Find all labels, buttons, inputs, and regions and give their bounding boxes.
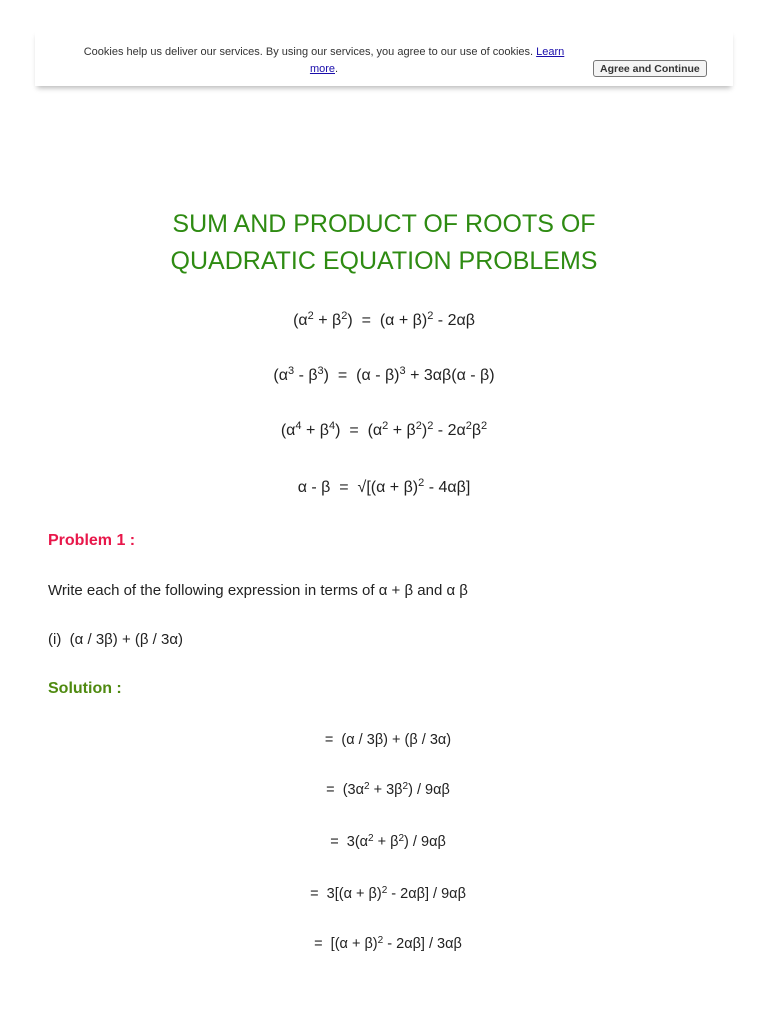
problem-heading: Problem 1 : — [48, 532, 136, 549]
solution-step: = $(3\alpha^2 + 3\beta^2) / 9\alpha\beta$ — [326, 781, 450, 798]
solution-heading: Solution : — [48, 680, 122, 697]
cookie-consent-bar — [35, 30, 733, 86]
identity-difference-of-cubes: $(\alpha^3 - \beta^3) = (\alpha - \beta)^3 + 3\alpha\beta(\alpha - \beta)$ — [273, 365, 495, 384]
problem-statement: Write each of the following expression in terms of α + β and α β — [48, 582, 468, 599]
solution-step: = $3(\alpha^2 + \beta^2) / 9\alpha\beta$ — [330, 833, 446, 850]
identity-sum-of-fourth-powers: $(\alpha^4 + \beta^4) = (\alpha^2 + \beta^2)^2 - 2\alpha^2\beta^2$ — [280, 420, 488, 439]
identity-difference-of-roots: $\alpha - \beta = √[(\alpha + \beta)^2 - 4\alpha\beta]$ — [297, 477, 471, 496]
solution-step: = (α / 3β) + (β / 3α) — [324, 732, 452, 748]
page-title-line-2: QUADRATIC EQUATION PROBLEMS — [170, 247, 598, 275]
problem-part: (i) (α / 3β) + (β / 3α) — [48, 631, 184, 648]
learn-more-link[interactable]: Learn more — [309, 46, 565, 75]
agree-and-continue-button[interactable]: Agree and Continue — [593, 60, 707, 77]
cookie-message-period: . — [335, 63, 339, 75]
cookie-message-text: Cookies help us deliver our services. By using our services, you agree to our use of cookies. — [83, 46, 534, 58]
page-title — [0, 206, 768, 280]
cookie-message — [75, 44, 573, 78]
solution-step: = $3[(\alpha + \beta)^2 - 2\alpha\beta] / 9\alpha\beta$ — [310, 885, 466, 902]
solution-step: = $[(\alpha + \beta)^2 - 2\alpha\beta] / 3\alpha\beta$ — [314, 935, 462, 952]
identity-sum-of-squares: $(\alpha^2 + \beta^2) = (\alpha + \beta)^2 - 2\alpha\beta$ — [293, 310, 475, 329]
page-title-line-1: SUM AND PRODUCT OF ROOTS OF — [172, 210, 596, 238]
